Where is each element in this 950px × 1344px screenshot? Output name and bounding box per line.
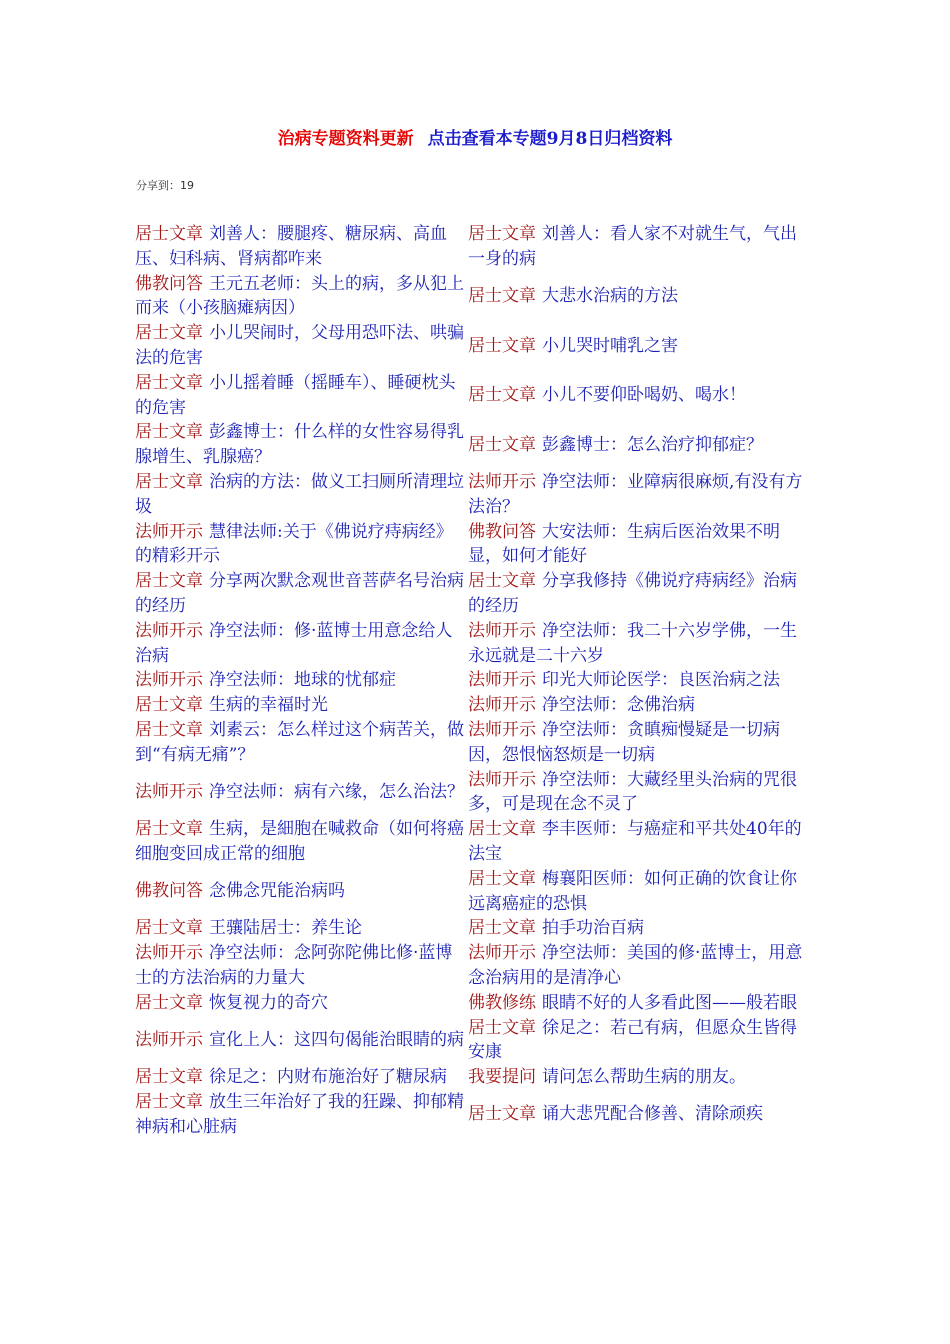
list-item-text [135,668,396,693]
list-item [468,222,805,272]
list-item-text [135,718,468,768]
list-item-text [468,817,805,867]
article-row [135,520,805,570]
article-title-link[interactable]: 分享我修持《佛说疗痔病经》治病的经历 [468,571,797,616]
list-item-text [135,941,468,991]
category-link[interactable]: 佛教问答 [468,521,536,542]
article-row [135,1065,805,1090]
list-item [135,272,468,322]
list-item [468,867,805,917]
list-item [468,1065,805,1090]
article-title-link[interactable]: 大悲水治病的方法 [542,285,678,306]
list-item [135,693,468,718]
article-title-link[interactable]: 徐足之：若己有病，但愿众生皆得安康 [468,1017,797,1063]
category-link[interactable]: 居士文章 [135,918,203,939]
category-link[interactable]: 法师开示 [468,719,536,740]
category-link[interactable]: 法师开示 [135,943,203,964]
list-item [468,420,805,470]
category-link[interactable]: 居士文章 [468,434,536,455]
category-link[interactable]: 居士文章 [135,372,203,393]
category-link[interactable]: 居士文章 [468,868,536,889]
article-row [135,420,805,470]
page-header [0,124,950,149]
category-link[interactable]: 居士文章 [135,571,203,592]
list-item [135,1090,468,1140]
article-title-link[interactable]: 李丰医师：与癌症和平共处40年的法宝 [468,819,802,864]
list-item [135,867,468,917]
list-item-text [468,867,805,917]
list-item-text [135,470,468,520]
article-row [135,991,805,1016]
category-link[interactable]: 佛教问答 [135,273,203,294]
article-title-link[interactable]: 净空法师：念佛治病 [542,695,695,716]
article-title-link[interactable]: 小儿哭时哺乳之害 [542,335,678,356]
list-item [135,718,468,768]
list-item [135,520,468,570]
article-title-link[interactable]: 印光大师论医学：良医治病之法 [542,670,780,691]
list-item-text [468,1102,763,1127]
category-link[interactable]: 法师开示 [135,670,203,691]
list-item-text [135,1028,464,1053]
list-item-text [468,433,763,458]
article-row [135,668,805,693]
article-title-link[interactable]: 请问怎么帮助生病的朋友。 [542,1067,746,1088]
category-link[interactable]: 居士文章 [135,224,203,244]
list-item [135,222,468,272]
article-row [135,569,805,619]
list-item-text [468,718,805,768]
list-item [135,991,468,1016]
article-row [135,371,805,421]
list-item-text [135,916,362,941]
list-item-text [135,991,328,1016]
list-item-text [468,1016,805,1066]
list-item [468,321,805,371]
article-title-link[interactable]: 刘素云：怎么样过这个病苦关，做到“有病无痛”？ [135,719,464,765]
list-item-text [135,879,345,904]
list-item [468,916,805,941]
list-item [468,520,805,570]
category-link[interactable]: 居士文章 [135,323,203,344]
article-title-link[interactable]: 念佛念咒能治病吗 [209,881,345,902]
category-link[interactable]: 居士文章 [468,1017,536,1038]
list-item [468,619,805,669]
category-link[interactable]: 居士文章 [135,695,203,716]
category-link[interactable]: 居士文章 [468,1104,536,1125]
category-link[interactable]: 法师开示 [468,471,536,492]
list-item-text [135,272,468,322]
category-link[interactable]: 居士文章 [468,335,536,356]
list-item-text [468,569,805,619]
list-item-text [135,520,468,570]
category-link[interactable]: 法师开示 [135,781,203,802]
article-row [135,718,805,768]
list-item-text [468,284,678,309]
article-title-link[interactable]: 眼睛不好的人多看此图——般若眼 [542,992,797,1013]
list-item [468,768,805,818]
category-link[interactable]: 居士文章 [468,918,536,939]
list-item [135,619,468,669]
list-item-text [468,1065,746,1090]
article-row [135,916,805,941]
article-title-link[interactable]: 分享两次默念观世音菩萨名号治病的经历 [135,571,464,616]
article-title-link[interactable]: 徐足之：内财布施治好了糖尿病 [209,1067,447,1088]
list-item [468,1090,805,1140]
list-item [135,1016,468,1066]
category-link[interactable]: 居士文章 [468,571,536,592]
list-item [135,768,468,818]
article-title-link[interactable]: 拍手功治百病 [542,918,644,939]
update-link[interactable]: 治病专题资料更新 [277,129,414,149]
list-item-text [468,668,780,693]
list-item-text [468,334,678,359]
category-link[interactable]: 居士文章 [468,285,536,306]
list-item [135,321,468,371]
category-link[interactable]: 我要提问 [468,1067,536,1088]
category-link[interactable]: 佛教问答 [135,881,203,902]
list-item [135,1065,468,1090]
list-item [468,272,805,322]
list-item-text [135,817,468,867]
article-title-link[interactable]: 生病，是細胞在喊救命（如何将癌细胞变回成正常的细胞 [135,819,464,864]
category-link[interactable]: 法师开示 [135,620,203,641]
category-link[interactable]: 法师开示 [135,1029,203,1050]
article-title-link[interactable]: 彭鑫博士：怎么治疗抑郁症？ [542,434,763,455]
article-title-link[interactable]: 净空法师：大藏经里头治病的咒很多，可是现在念不灵了 [468,769,797,815]
article-title-link[interactable]: 净空法师：贪瞋痴慢疑是一切病因，怨恨恼怒烦是一切病 [468,719,780,765]
list-item-text [135,693,328,718]
article-title-link[interactable]: 恢复视力的奇穴 [209,992,328,1013]
article-title-link[interactable]: 净空法师：我二十六岁学佛，一生永远就是二十六岁 [468,620,797,666]
list-item [468,569,805,619]
list-item-text [135,1090,468,1140]
article-title-link[interactable]: 净空法师：美国的修·蓝博士，用意念治病用的是清净心 [468,943,803,988]
list-item [135,941,468,991]
list-item-text [135,222,468,272]
list-item [468,668,805,693]
category-link[interactable]: 居士文章 [135,1091,203,1112]
category-link[interactable]: 居士文章 [468,224,536,244]
archive-link[interactable]: 点击查看本专题9月8日归档资料 [427,129,673,149]
article-grid [135,222,805,1139]
list-item-text [468,383,746,408]
category-link[interactable]: 法师开示 [468,769,536,790]
article-title-link[interactable]: 宣化上人：这四句偈能治眼睛的病 [209,1029,464,1050]
article-title-link[interactable]: 大安法师：生病后医治效果不明显，如何才能好 [468,521,780,567]
article-row [135,1090,805,1140]
category-link[interactable]: 法师开示 [468,695,536,716]
article-row [135,619,805,669]
article-title-link[interactable]: 净空法师：念阿弥陀佛比修·蓝博士的方法治病的力量大 [135,943,453,988]
article-title-link[interactable]: 王元五老师：头上的病，多从犯上而来（小孩脑瘫病因） [135,273,464,319]
list-item-text [135,420,468,470]
category-link[interactable]: 法师开示 [468,620,536,641]
category-link[interactable]: 佛教修练 [468,992,536,1013]
list-item [468,991,805,1016]
article-row [135,693,805,718]
category-link[interactable]: 法师开示 [468,943,536,964]
list-item [135,916,468,941]
article-title-link[interactable]: 治病的方法：做义工扫厕所清理垃圾 [135,471,464,517]
article-row [135,222,805,272]
article-row [135,941,805,991]
article-title-link[interactable]: 诵大悲咒配合修善、清除顽疾 [542,1104,763,1125]
article-title-link[interactable]: 小儿不要仰卧喝奶、喝水！ [542,385,746,406]
article-title-link[interactable]: 放生三年治好了我的狂躁、抑郁精神病和心脏病 [135,1091,464,1137]
list-item [468,1016,805,1066]
article-row [135,272,805,322]
article-row [135,470,805,520]
list-item [468,941,805,991]
list-item [135,420,468,470]
article-title-link[interactable]: 刘善人：看人家不对就生气，气出一身的病 [468,224,797,269]
article-title-link[interactable]: 净空法师：地球的忧郁症 [209,670,396,691]
article-title-link[interactable]: 小儿哭闹时，父母用恐吓法、哄骗法的危害 [135,323,464,368]
share-count: 分享到：19 [136,179,194,192]
list-item-text [468,693,695,718]
article-row [135,768,805,818]
list-item [468,718,805,768]
list-item [135,569,468,619]
article-title-link[interactable]: 生病的幸福时光 [209,695,328,716]
article-title-link[interactable]: 梅襄阳医师：如何正确的饮食让你远离癌症的恐惧 [468,868,797,914]
category-link[interactable]: 居士文章 [135,422,203,443]
list-item [468,693,805,718]
list-item [135,817,468,867]
list-item [135,470,468,520]
list-item-text [135,371,468,421]
category-link[interactable]: 居士文章 [135,992,203,1013]
list-item-text [135,619,468,669]
article-title-link[interactable]: 净空法师：修·蓝博士用意念给人治病 [135,620,453,666]
category-link[interactable]: 居士文章 [468,819,536,840]
article-row [135,321,805,371]
category-link[interactable]: 居士文章 [135,819,203,840]
list-item [135,371,468,421]
category-link[interactable]: 法师开示 [135,521,203,542]
category-link[interactable]: 法师开示 [468,670,536,691]
article-title-link[interactable]: 王骧陆居士：养生论 [209,918,362,939]
list-item-text [468,991,797,1016]
list-item-text [468,619,805,669]
article-row [135,1016,805,1066]
list-item-text [135,321,468,371]
category-link[interactable]: 居士文章 [135,719,203,740]
list-item [135,668,468,693]
list-item-text [468,520,805,570]
list-item-text [468,222,805,272]
category-link[interactable]: 居士文章 [135,471,203,492]
article-title-link[interactable]: 慧律法师:关于《佛说疗痔病经》的精彩开示 [135,521,453,567]
article-row [135,817,805,867]
list-item-text [135,1065,447,1090]
article-title-link[interactable]: 净空法师：病有六缘，怎么治法？ [209,781,464,802]
article-title-link[interactable]: 净空法师：业障病很麻烦,有没有方法治？ [468,471,803,517]
list-item [468,371,805,421]
list-item-text [468,916,644,941]
list-item-text [468,768,805,818]
list-item-text [135,569,468,619]
list-item [468,470,805,520]
list-item-text [468,470,805,520]
article-title-link[interactable]: 彭鑫博士：什么样的女性容易得乳腺增生、乳腺癌？ [135,422,464,468]
article-row [135,867,805,917]
list-item-text [468,941,805,991]
list-item-text [135,780,464,805]
list-item [468,817,805,867]
category-link[interactable]: 居士文章 [135,1067,203,1088]
article-title-link[interactable]: 小儿摇着睡（摇睡车）、睡硬枕头的危害 [135,372,456,418]
category-link[interactable]: 居士文章 [468,385,536,406]
article-title-link[interactable]: 刘善人：腰腿疼、糖尿病、高血压、妇科病、肾病都咋来 [135,224,447,269]
